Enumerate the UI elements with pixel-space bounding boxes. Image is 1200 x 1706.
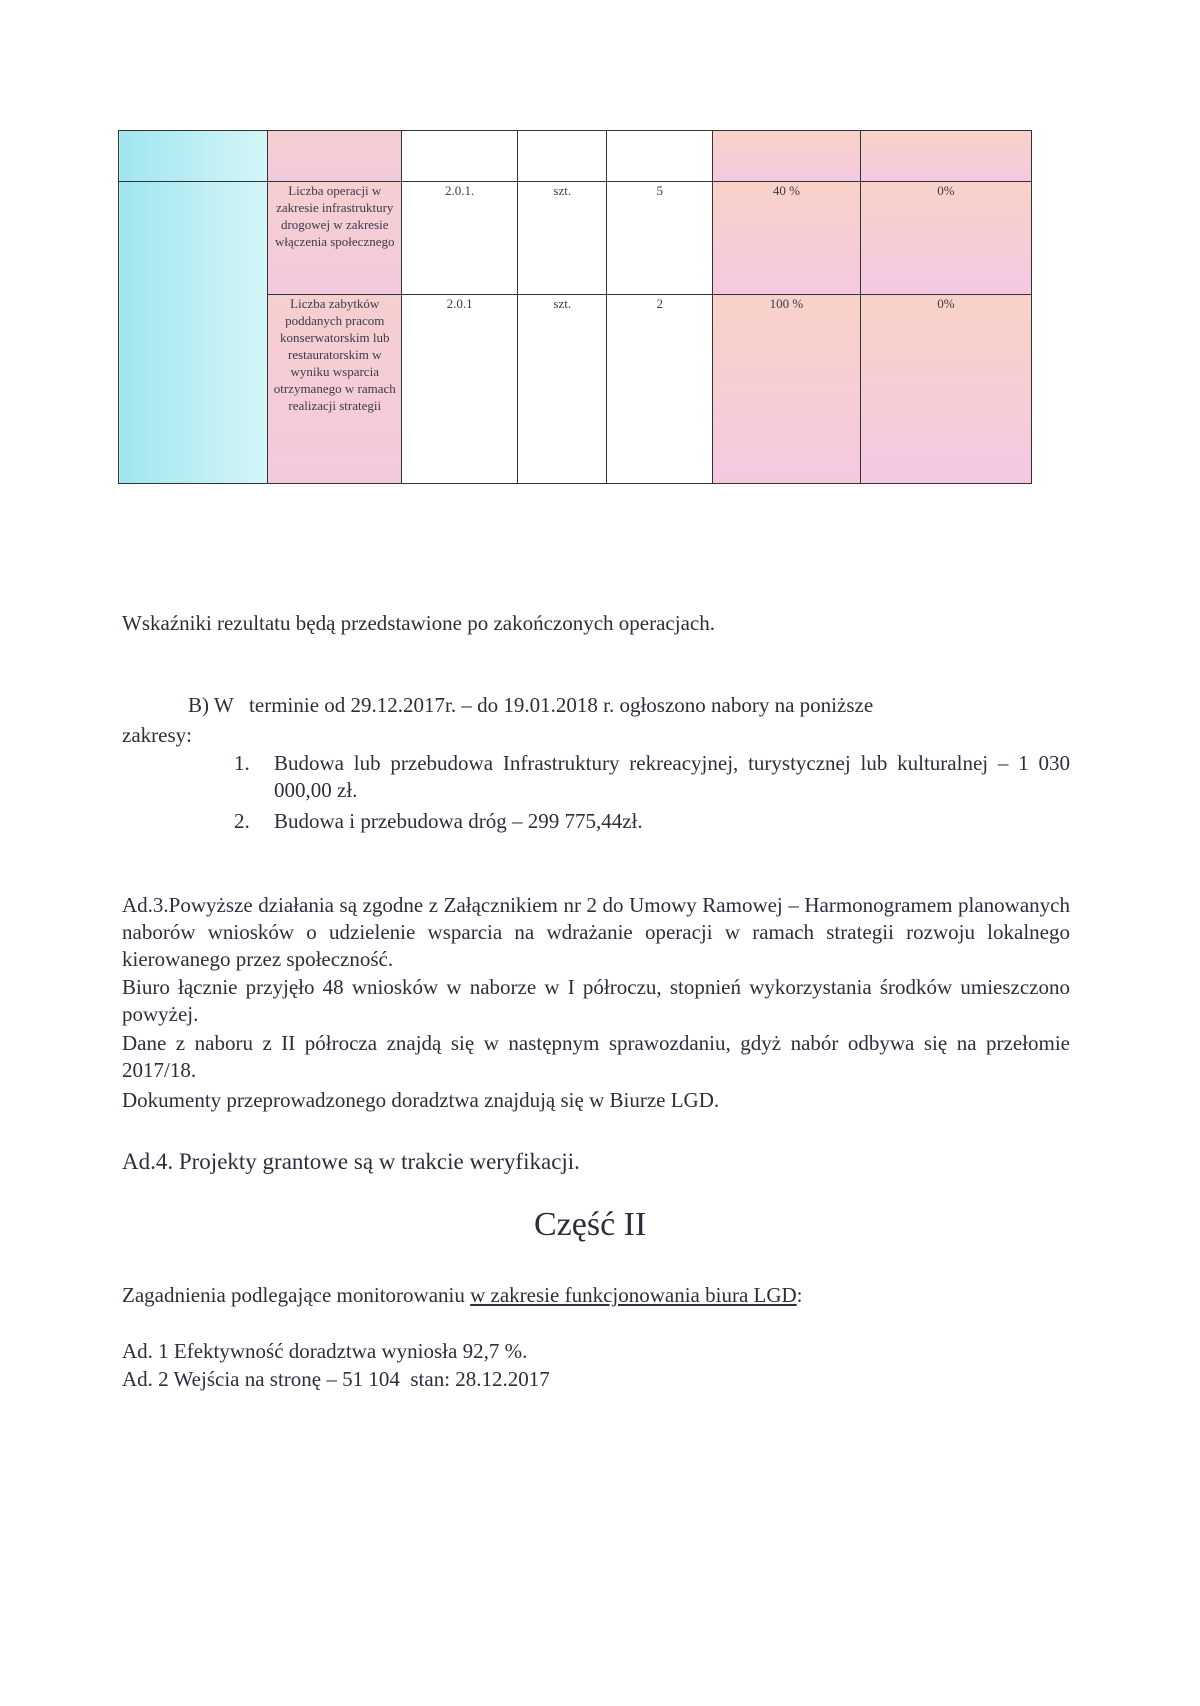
table-cell bbox=[860, 131, 1031, 182]
list-item: Budowa lub przebudowa Infrastruktury rekreacyjnej, turystycznej lub kulturalnej – 1 030 000,00 zł. bbox=[274, 751, 1070, 802]
indicator-unit: szt. bbox=[518, 295, 607, 484]
indicator-name: Liczba operacji w zakresie infrastruktury drogowej w zakresie włączenia społecznego bbox=[268, 182, 402, 295]
indicator-percent: 100 % bbox=[712, 295, 860, 484]
indicator-code: 2.0.1. bbox=[402, 182, 518, 295]
table-cell bbox=[268, 131, 402, 182]
results-note: Wskaźniki rezultatu będą przedstawione po zakończonych operacjach. bbox=[122, 611, 715, 635]
indicator-code: 2.0.1 bbox=[402, 295, 518, 484]
table-cell bbox=[119, 182, 268, 484]
table-header-row bbox=[119, 131, 1032, 182]
list-item: Budowa i przebudowa dróg – 299 775,44zł. bbox=[274, 809, 643, 833]
table-cell bbox=[712, 131, 860, 182]
table-cell bbox=[518, 131, 607, 182]
monitor-underlined: w zakresie funkcjonowania biura LGD bbox=[470, 1283, 797, 1307]
indicator-unit: szt. bbox=[518, 182, 607, 295]
section-b-line2: zakresy: bbox=[122, 723, 192, 747]
table-cell bbox=[607, 131, 713, 182]
ad3-dane: Dane z naboru z II półrocza znajdą się w następnym sprawozdaniu, gdyż nabór odbywa się na przełomie 2017/18. bbox=[122, 1031, 1070, 1082]
monitor-line bbox=[122, 1282, 1070, 1309]
table-cell bbox=[119, 131, 268, 182]
indicator-value: 2 bbox=[607, 295, 713, 484]
indicator-name: Liczba zabytków poddanych pracom konserwatorskim lub restauratorskim w wyniku wsparcia otrzymanego w ramach realizacji strategii bbox=[268, 295, 402, 484]
ad2-line: Ad. 2 Wejścia na stronę – 51 104 stan: 28.12.2017 bbox=[122, 1367, 550, 1391]
ad3-paragraph: Ad.3.Powyższe działania są zgodne z Załącznikiem nr 2 do Umowy Ramowej – Harmonogramem planowanych naborów wniosków o udzielenie wsparcia na wdrażanie operacji w ramach strategii rozwoju lokalnego kierowanego przez społeczność. bbox=[122, 893, 1070, 971]
monitor-suffix: : bbox=[796, 1283, 803, 1307]
indicator-percent-2: 0% bbox=[860, 295, 1031, 484]
indicator-percent-2: 0% bbox=[860, 182, 1031, 295]
section-b-line1: B) W terminie od 29.12.2017r. – do 19.01.2018 r. ogłoszono nabory na poniższe bbox=[188, 693, 874, 717]
ad3-dokumenty: Dokumenty przeprowadzonego doradztwa znajdują się w Biurze LGD. bbox=[122, 1088, 720, 1112]
ad3-biuro: Biuro łącznie przyjęło 48 wniosków w naborze w I półroczu, stopnień wykorzystania środków umieszczono powyżej. bbox=[122, 975, 1070, 1026]
list-item-number: 1. bbox=[234, 751, 250, 775]
indicator-value: 5 bbox=[607, 182, 713, 295]
monitor-prefix: Zagadnienia podlegające monitorowaniu bbox=[122, 1283, 471, 1307]
indicator-percent: 40 % bbox=[712, 182, 860, 295]
ad4-note: Ad.4. Projekty grantowe są w trakcie weryfikacji. bbox=[122, 1149, 580, 1174]
table-cell bbox=[402, 131, 518, 182]
indicators-table bbox=[118, 130, 1032, 484]
ad1-line: Ad. 1 Efektywność doradztwa wyniosła 92,7 %. bbox=[122, 1339, 528, 1363]
part-heading: Część II bbox=[534, 1206, 647, 1243]
list-item-number: 2. bbox=[234, 809, 250, 833]
table-row bbox=[119, 182, 1032, 295]
